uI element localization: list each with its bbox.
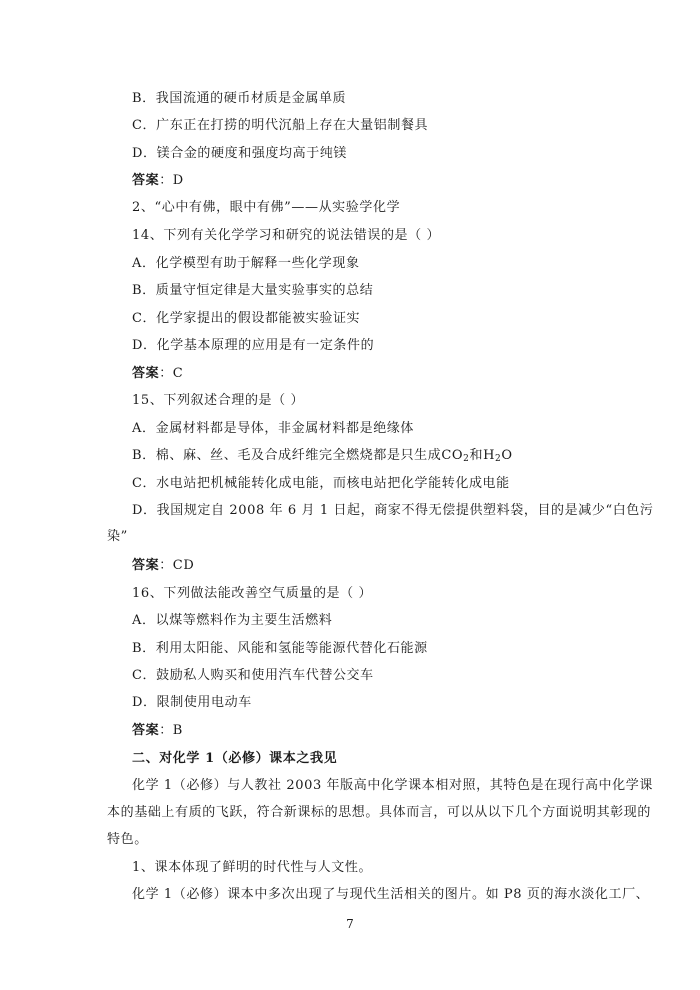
answer-label: 答案	[132, 723, 160, 738]
section-heading-two: 二、对化学 1（必修）课本之我见	[132, 751, 338, 766]
answer-line	[132, 557, 194, 575]
q15-option-b-text: B．棉、麻、丝、毛及合成纤维完全燃烧都是只生成CO	[132, 448, 464, 463]
answer-label: 答案	[132, 366, 160, 381]
option-c-shipwreck: C．广东正在打捞的明代沉船上存在大量铝制餐具	[132, 118, 429, 133]
answer-value: ：D	[159, 173, 184, 188]
body-paragraph-line: 本的基础上有质的飞跃，符合新课标的思想。具体而言，可以从以下几个方面说明其彰现的	[107, 805, 652, 820]
answer-value: ：B	[159, 723, 183, 738]
answer-label: 答案	[132, 558, 160, 573]
q15-option-c: C．水电站把机械能转化成电能，而核电站把化学能转化成电能	[132, 476, 510, 491]
question-15: 15、下列叙述合理的是（ ）	[132, 393, 305, 408]
subscript: 2	[495, 454, 502, 464]
answer-line	[132, 172, 184, 190]
q16-option-a: A．以煤等燃料作为主要生活燃料	[132, 613, 333, 628]
subsection-heading: 1、课本体现了鲜明的时代性与人文性。	[132, 860, 373, 875]
q15-option-b	[132, 447, 513, 465]
q15-option-b-text: 和H	[469, 448, 496, 463]
answer-value: ：C	[159, 366, 184, 381]
answer-line	[132, 722, 183, 740]
section-heading: 2、“心中有佛，眼中有佛”——从实验学化学	[132, 200, 401, 215]
page-number: 7	[346, 917, 354, 931]
answer-value: ：CD	[159, 558, 195, 573]
body-paragraph-line: 化学 1（必修）与人教社 2003 年版高中化学课本相对照，其特色是在现行高中化学课	[132, 778, 653, 793]
q16-option-d: D．限制使用电动车	[132, 695, 252, 710]
q15-option-d-continued: 染”	[107, 529, 128, 544]
q15-option-b-text: O	[501, 448, 513, 463]
option-d-magnesium: D．镁合金的硬度和强度均高于纯镁	[132, 146, 348, 161]
body-paragraph-line: 化学 1（必修）课本中多次出现了与现代生活相关的图片。如 P8 页的海水淡化工厂、	[132, 887, 650, 902]
subscript: 2	[463, 454, 470, 464]
question-14: 14、下列有关化学学习和研究的说法错误的是（ ）	[132, 228, 441, 243]
q14-option-c: C．化学家提出的假设都能被实验证实	[132, 311, 361, 326]
body-paragraph-line: 特色。	[107, 832, 148, 847]
answer-label: 答案	[132, 173, 160, 188]
question-16: 16、下列做法能改善空气质量的是（ ）	[132, 586, 373, 601]
q16-option-b: B．利用太阳能、风能和氢能等能源代替化石能源	[132, 641, 428, 656]
q14-option-b: B．质量守恒定律是大量实验事实的总结	[132, 283, 374, 298]
answer-line	[132, 365, 183, 383]
q15-option-a: A．金属材料都是导体，非金属材料都是绝缘体	[132, 421, 414, 436]
q14-option-a: A．化学模型有助于解释一些化学现象	[132, 256, 360, 271]
q15-option-d: D．我国规定自 2008 年 6 月 1 日起，商家不得无偿提供塑料袋，目的是减少“白色污	[132, 503, 654, 518]
q16-option-c: C．鼓励私人购买和使用汽车代替公交车	[132, 668, 374, 683]
option-b-coin: B．我国流通的硬币材质是金属单质	[132, 91, 347, 106]
q14-option-d: D．化学基本原理的应用是有一定条件的	[132, 338, 375, 353]
